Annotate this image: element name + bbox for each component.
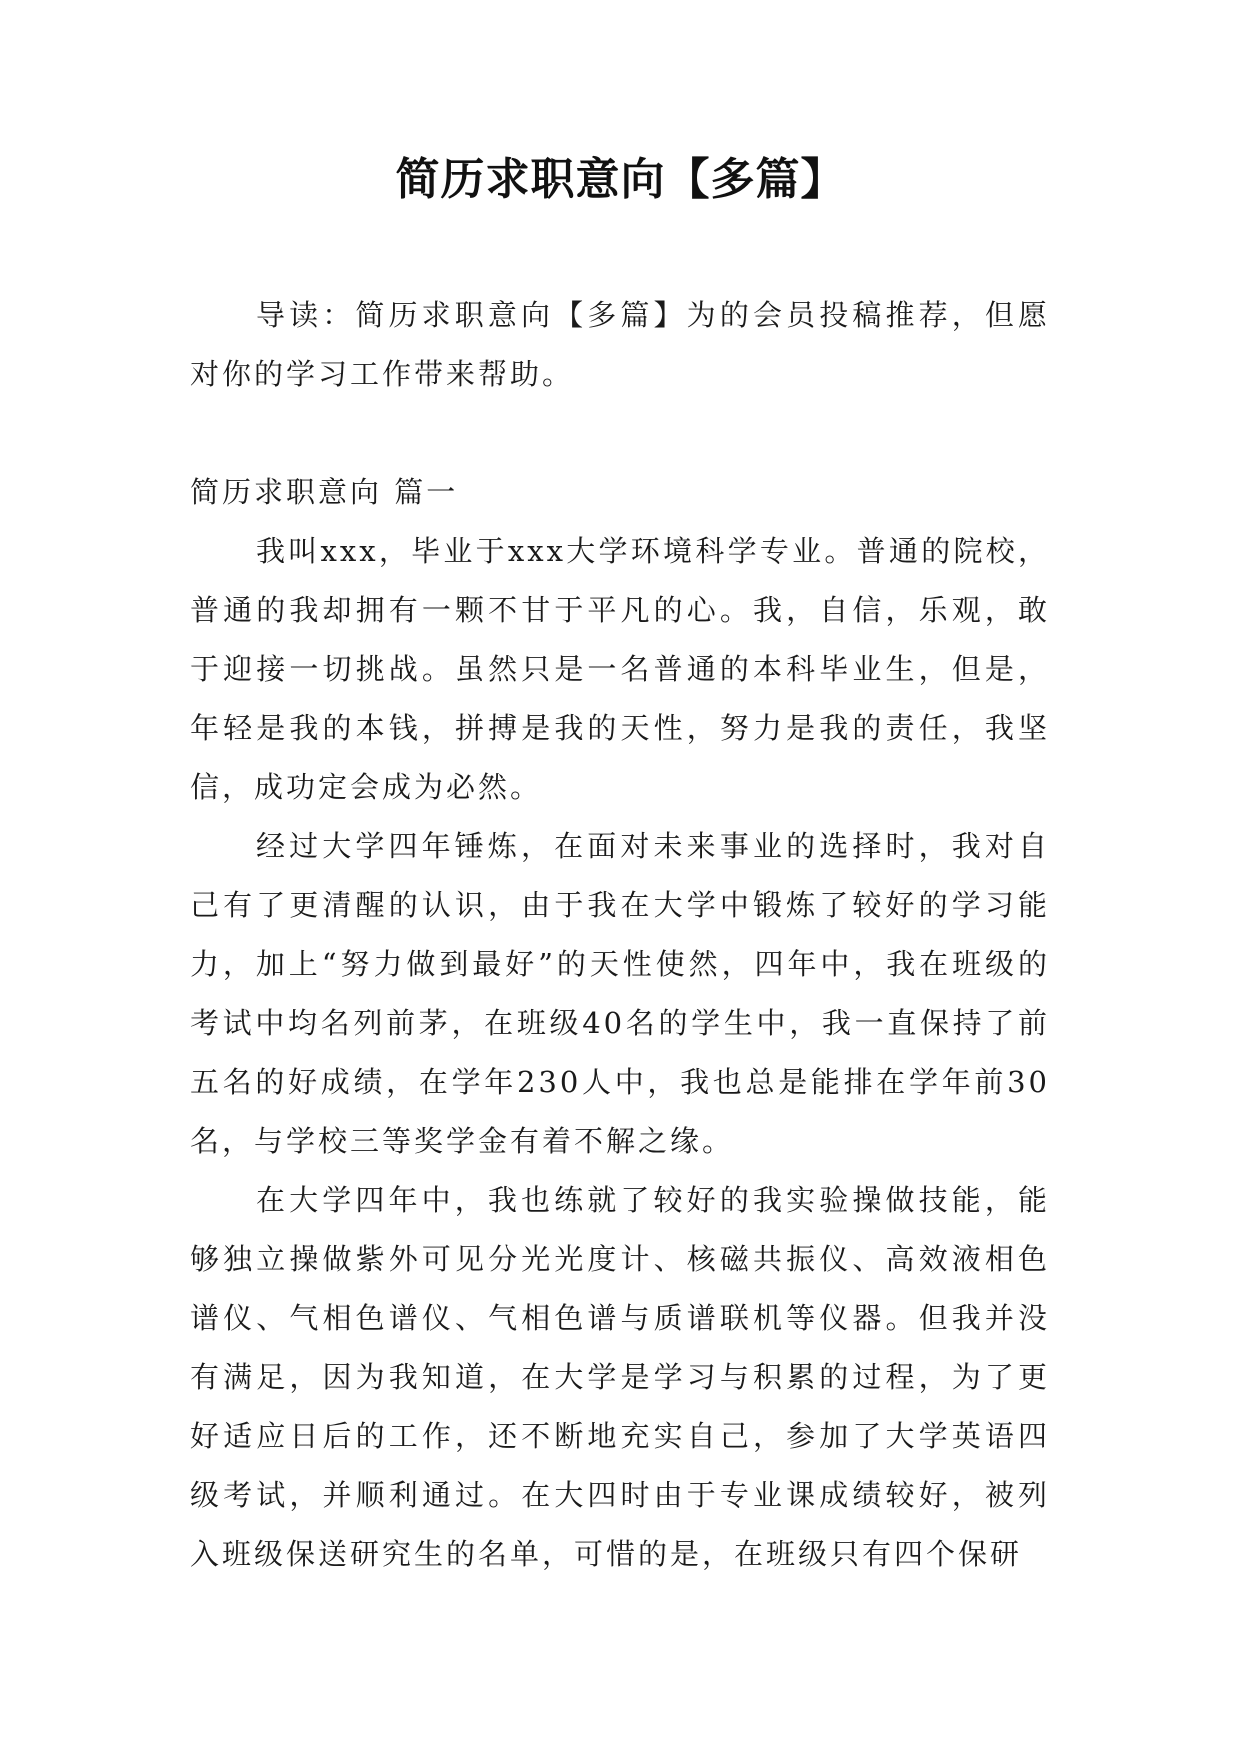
document-title: 简历求职意向【多篇】: [395, 154, 846, 205]
paragraph-gap: [190, 404, 1050, 463]
body-paragraph-1: 我叫xxx，毕业于xxx大学环境科学专业。普通的院校，普通的我却拥有一颗不甘于平凡的心。我，自信，乐观，敢于迎接一切挑战。虽然只是一名普通的本科毕业生，但是，年轻是我的本钱，拼搏是我的天性，努力是我的责任，我坚信，成功定会成为必然。: [190, 534, 1050, 804]
document-body: [190, 286, 1050, 1584]
intro-paragraph: 导读：简历求职意向【多篇】为的会员投稿推荐，但愿对你的学习工作带来帮助。: [190, 298, 1050, 391]
body-paragraph-3: 在大学四年中，我也练就了较好的我实验操做技能，能够独立操做紫外可见分光光度计、核磁共振仪、高效液相色谱仪、气相色谱仪、气相色谱与质谱联机等仪器。但我并没有满足，因为我知道，在大学是学习与积累的过程，为了更好适应日后的工作，还不断地充实自己，参加了大学英语四级考试，并顺利通过。在大四时由于专业课成绩较好，被列入班级保送研究生的名单，可惜的是，在班级只有四个保研: [190, 1183, 1050, 1571]
section-heading: 简历求职意向 篇一: [190, 475, 459, 509]
body-paragraph-2: 经过大学四年锤炼，在面对未来事业的选择时，我对自己有了更清醒的认识，由于我在大学中锻炼了较好的学习能力，加上“努力做到最好”的天性使然，四年中，我在班级的考试中均名列前茅，在班级40名的学生中，我一直保持了前五名的好成绩，在学年230人中，我也总是能排在学年前30名，与学校三等奖学金有着不解之缘。: [190, 829, 1050, 1158]
